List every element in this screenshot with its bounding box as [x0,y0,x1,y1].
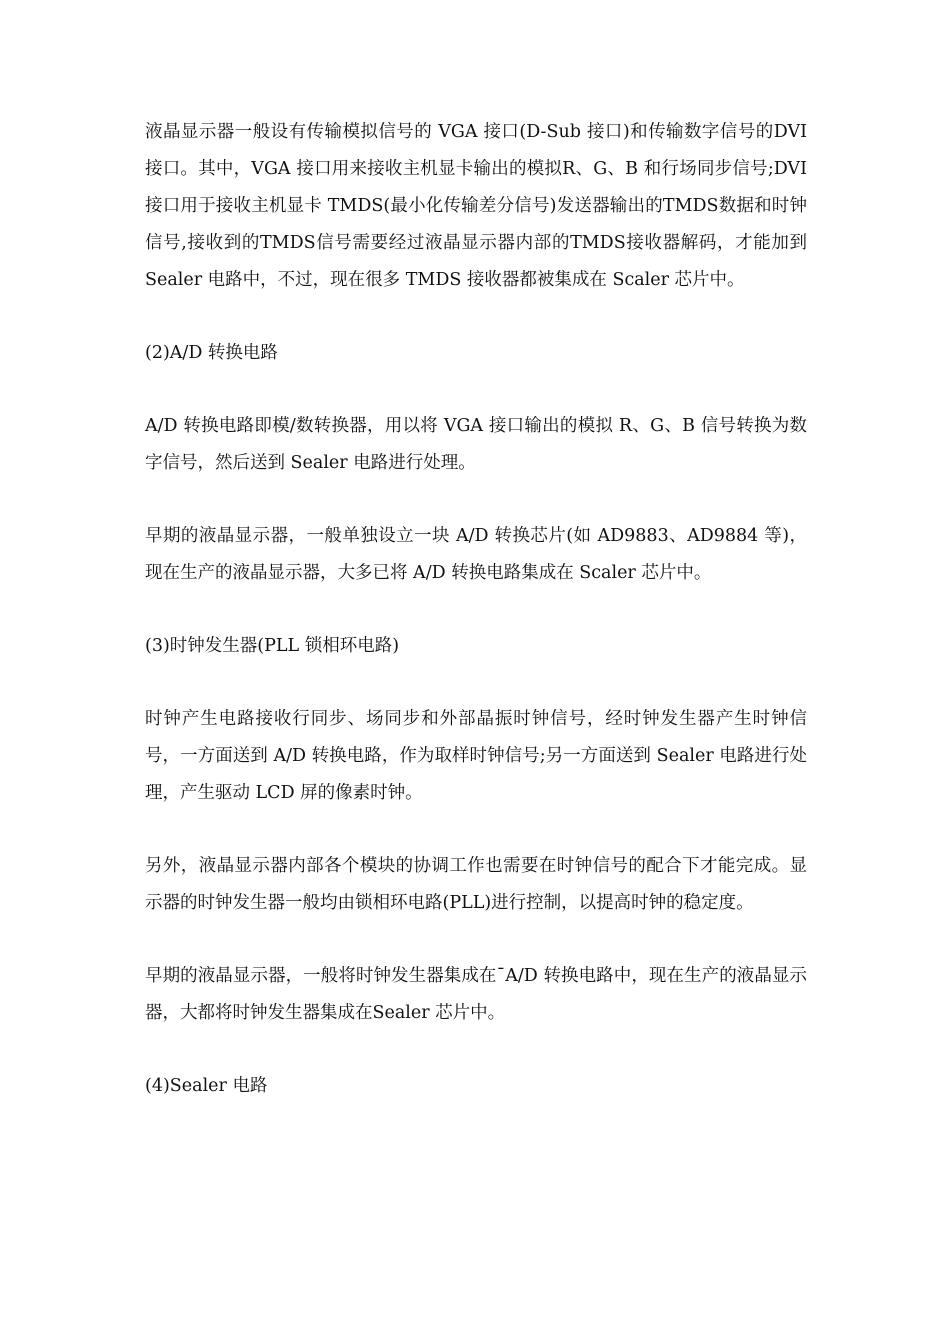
paragraph-ad-converter-function: A/D 转换电路即模/数转换器，用以将 VGA 接口输出的模拟 R、G、B 信号转换为数字信号，然后送到 Sealer 电路进行处理。 [145,416,807,473]
section-heading-sealer: (4)Sealer 电路 [145,1076,268,1096]
section-heading-clock-generator: (3)时钟发生器(PLL 锁相环电路) [145,636,400,656]
paragraph-clock-generator-function: 时钟产生电路接收行同步、场同步和外部晶振时钟信号，经时钟发生器产生时钟信号，一方面送到 A/D 转换电路，作为取样时钟信号;另一方面送到 Sealer 电路进行处理，产生驱动 LCD 屏的像素时钟。 [145,709,807,803]
paragraph-ad-converter-history: 早期的液晶显示器，一般单独设立一块 A/D 转换芯片(如 AD9883、AD9884 等)，现在生产的液晶显示器，大多已将 A/D 转换电路集成在 Scaler 芯片中。 [145,526,807,583]
paragraph-interfaces: 液晶显示器一般设有传输模拟信号的 VGA 接口(D-Sub 接口)和传输数字信号的DVI 接口。其中，VGA 接口用来接收主机显卡输出的模拟R、G、B 和行场同步信号;DVI 接口用于接收主机显卡 TMDS(最小化传输差分信号)发送器输出的TMDS数据和时钟信号,接收到的TMDS信号需要经过液晶显示器内部的TMDS接收器解码，才能加到 Sealer 电路中，不过，现在很多 TMDS 接收器都被集成在 Scaler 芯片中。 [145,122,807,290]
paragraph-clock-history: 早期的液晶显示器，一般将时钟发生器集成在¯A/D 转换电路中，现在生产的液晶显示器，大都将时钟发生器集成在Sealer 芯片中。 [145,966,807,1023]
paragraph-clock-coordination: 另外，液晶显示器内部各个模块的协调工作也需要在时钟信号的配合下才能完成。显示器的时钟发生器一般均由锁相环电路(PLL)进行控制，以提高时钟的稳定度。 [145,856,807,913]
document-body [145,114,807,1141]
section-heading-ad-converter: (2)A/D 转换电路 [145,343,278,363]
